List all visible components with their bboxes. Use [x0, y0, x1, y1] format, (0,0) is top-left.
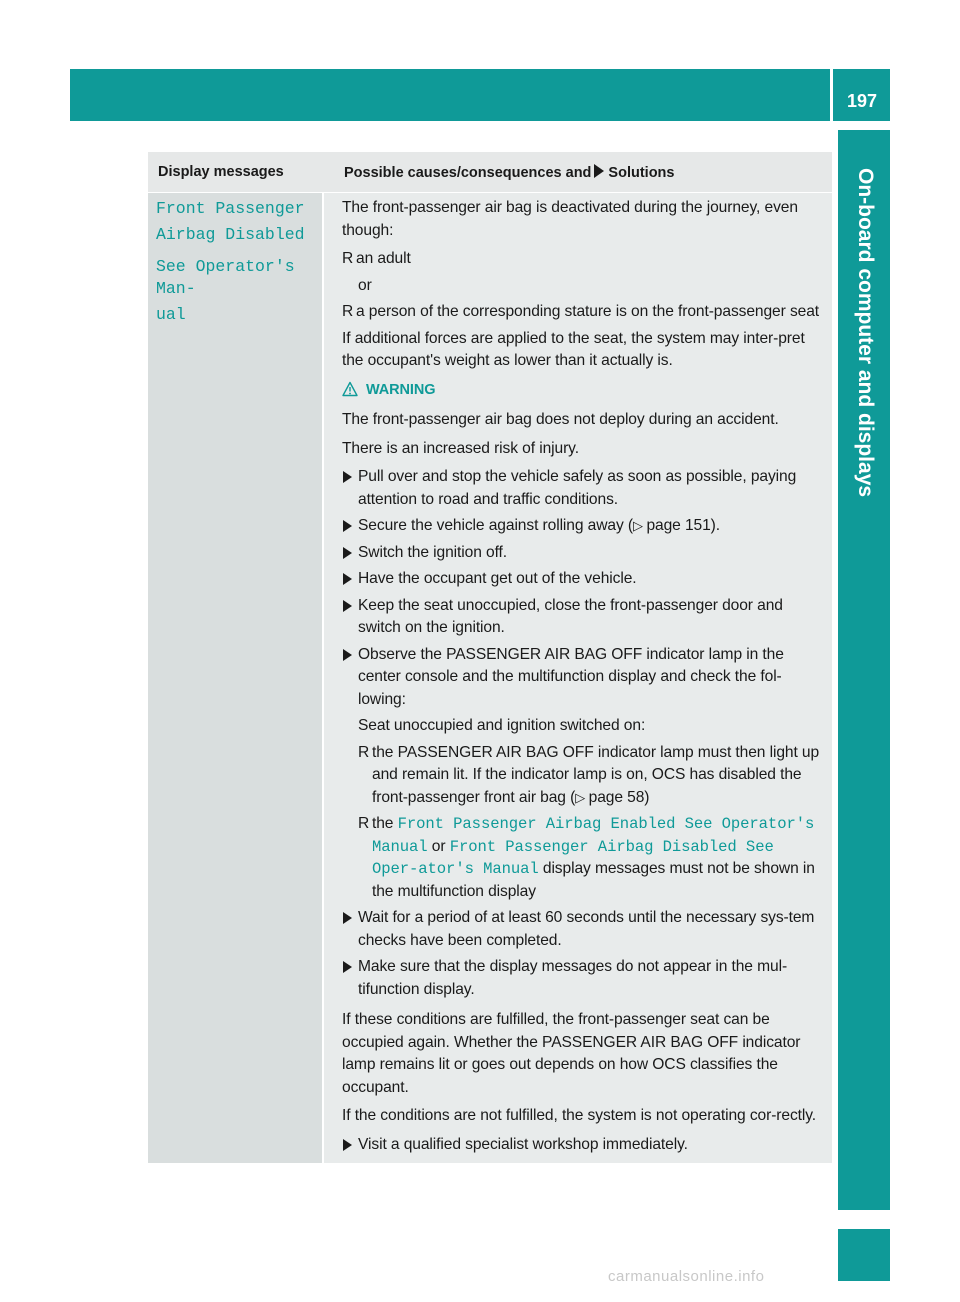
additional-forces-text: If additional forces are applied to the seat, the system may inter-pret the occupant's weight as lower than it actually is. — [342, 329, 805, 369]
check-text: the — [372, 815, 394, 832]
watermark: carmanualsonline.info — [608, 1268, 765, 1285]
step-text: Have the occupant get out of the vehicle. — [358, 570, 637, 587]
cause-text: an adult — [356, 250, 411, 267]
page-ref-icon: ▷ — [575, 789, 589, 805]
warning-heading — [342, 379, 826, 402]
warning-triangle-icon — [342, 381, 358, 397]
page-header-bar — [70, 69, 890, 121]
header-divider — [830, 69, 833, 121]
message-column — [148, 193, 322, 1163]
arrow-right-icon — [343, 520, 352, 532]
page-reference[interactable]: page 151). — [646, 517, 721, 534]
arrow-right-icon — [343, 547, 352, 559]
display-message-ref: Front Passenger Airbag Enabled See Operator's Manual — [372, 815, 815, 856]
cause-bullet — [342, 248, 826, 271]
display-message-line: Front Passenger — [156, 199, 305, 218]
step-text: Observe the PASSENGER AIR BAG OFF indicator lamp in the center console and the multifunction display and check the fol-lowing: — [358, 645, 784, 708]
arrow-right-icon — [343, 961, 352, 973]
instruction-step — [342, 595, 826, 640]
instruction-step — [342, 568, 826, 591]
check-text: the PASSENGER AIR BAG OFF indicator lamp must then light up and remain lit. If the indicator lamp is on, OCS has disabled the front-passenger front air bag ( — [372, 743, 820, 806]
step-text: Keep the seat unoccupied, close the front-passenger door and switch on the ignition. — [358, 596, 783, 636]
col-header-display-messages: Display messages — [158, 164, 284, 180]
arrow-right-icon — [343, 600, 352, 612]
col-header-solutions-post: Solutions — [608, 165, 675, 181]
cause-bullet — [342, 301, 826, 324]
instruction-step — [342, 466, 826, 511]
instruction-step — [342, 907, 826, 952]
instruction-step — [342, 542, 826, 565]
display-message-line: See Operator's Man‐ — [156, 257, 295, 298]
seat-condition-text: Seat unoccupied and ignition switched on: — [358, 717, 646, 734]
arrow-right-icon — [343, 471, 352, 483]
display-message — [156, 198, 316, 330]
warning-text: The front-passenger air bag does not deploy during an accident. — [342, 411, 779, 428]
table-header — [148, 152, 832, 192]
page-ref-icon: ▷ — [633, 518, 647, 533]
check-text: display messages must not be shown in the multifunction display — [372, 860, 815, 900]
instruction-step — [342, 956, 826, 1001]
page-reference[interactable]: page 58) — [588, 788, 650, 806]
step-text: Secure the vehicle against rolling away ( — [358, 517, 634, 534]
bullet-r-icon: R — [342, 250, 354, 267]
arrow-right-icon — [343, 912, 352, 924]
not-fulfilled-text: If the conditions are not fulfilled, the system is not operating cor-rectly. — [342, 1107, 817, 1124]
arrow-right-icon — [343, 573, 352, 585]
arrow-right-icon — [594, 164, 604, 178]
check-bullet — [342, 742, 826, 810]
step-text: Switch the ignition off. — [358, 543, 508, 561]
display-message-ref: Front Passenger Airbag Disabled See Oper‐ator's Manual — [372, 837, 774, 878]
bullet-r-icon: R — [342, 303, 354, 320]
fulfilled-text: If these conditions are fulfilled, the front-passenger seat can be occupied again. Whether the PASSENGER AIR BAG OFF indicator lamp remains lit or goes out depends on how OCS classifies the occupant. — [342, 1011, 801, 1096]
chapter-marker-block — [838, 1229, 890, 1281]
bullet-r-icon: R — [358, 743, 370, 761]
cause-text: a person of the corresponding stature is on the front-passenger seat — [356, 303, 820, 320]
warning-text: There is an increased risk of injury. — [342, 439, 579, 457]
instruction-step — [342, 1134, 826, 1157]
arrow-right-icon — [343, 1139, 352, 1151]
instruction-step — [342, 644, 826, 712]
arrow-right-icon — [343, 649, 352, 661]
solution-content — [342, 197, 826, 1160]
col-header-solutions — [344, 164, 674, 181]
bullet-r-icon: R — [358, 815, 370, 832]
step-text: Pull over and stop the vehicle safely as soon as possible, paying attention to road and traffic conditions. — [358, 468, 797, 508]
check-bullet — [342, 813, 826, 903]
step-text: Make sure that the display messages do not appear in the mul-tifunction display. — [358, 958, 788, 998]
check-text: or — [431, 837, 446, 855]
intro-text: The front-passenger air bag is deactivated during the journey, even though: — [342, 199, 798, 239]
instruction-step — [342, 515, 826, 538]
display-message-line: Airbag Disabled — [156, 225, 305, 244]
page-number: 197 — [846, 91, 878, 111]
page-header-title: Display messages — [639, 20, 822, 43]
or-text: or — [358, 276, 372, 294]
display-message-line: ual — [156, 305, 186, 324]
step-text: Visit a qualified specialist workshop immediately. — [358, 1135, 688, 1153]
warning-label: WARNING — [366, 381, 436, 398]
col-header-solutions-pre: Possible causes/consequences and — [344, 165, 592, 181]
step-text: Wait for a period of at least 60 seconds until the necessary sys-tem checks have been completed. — [358, 909, 815, 949]
chapter-label: On-board computer and displays — [854, 168, 877, 498]
